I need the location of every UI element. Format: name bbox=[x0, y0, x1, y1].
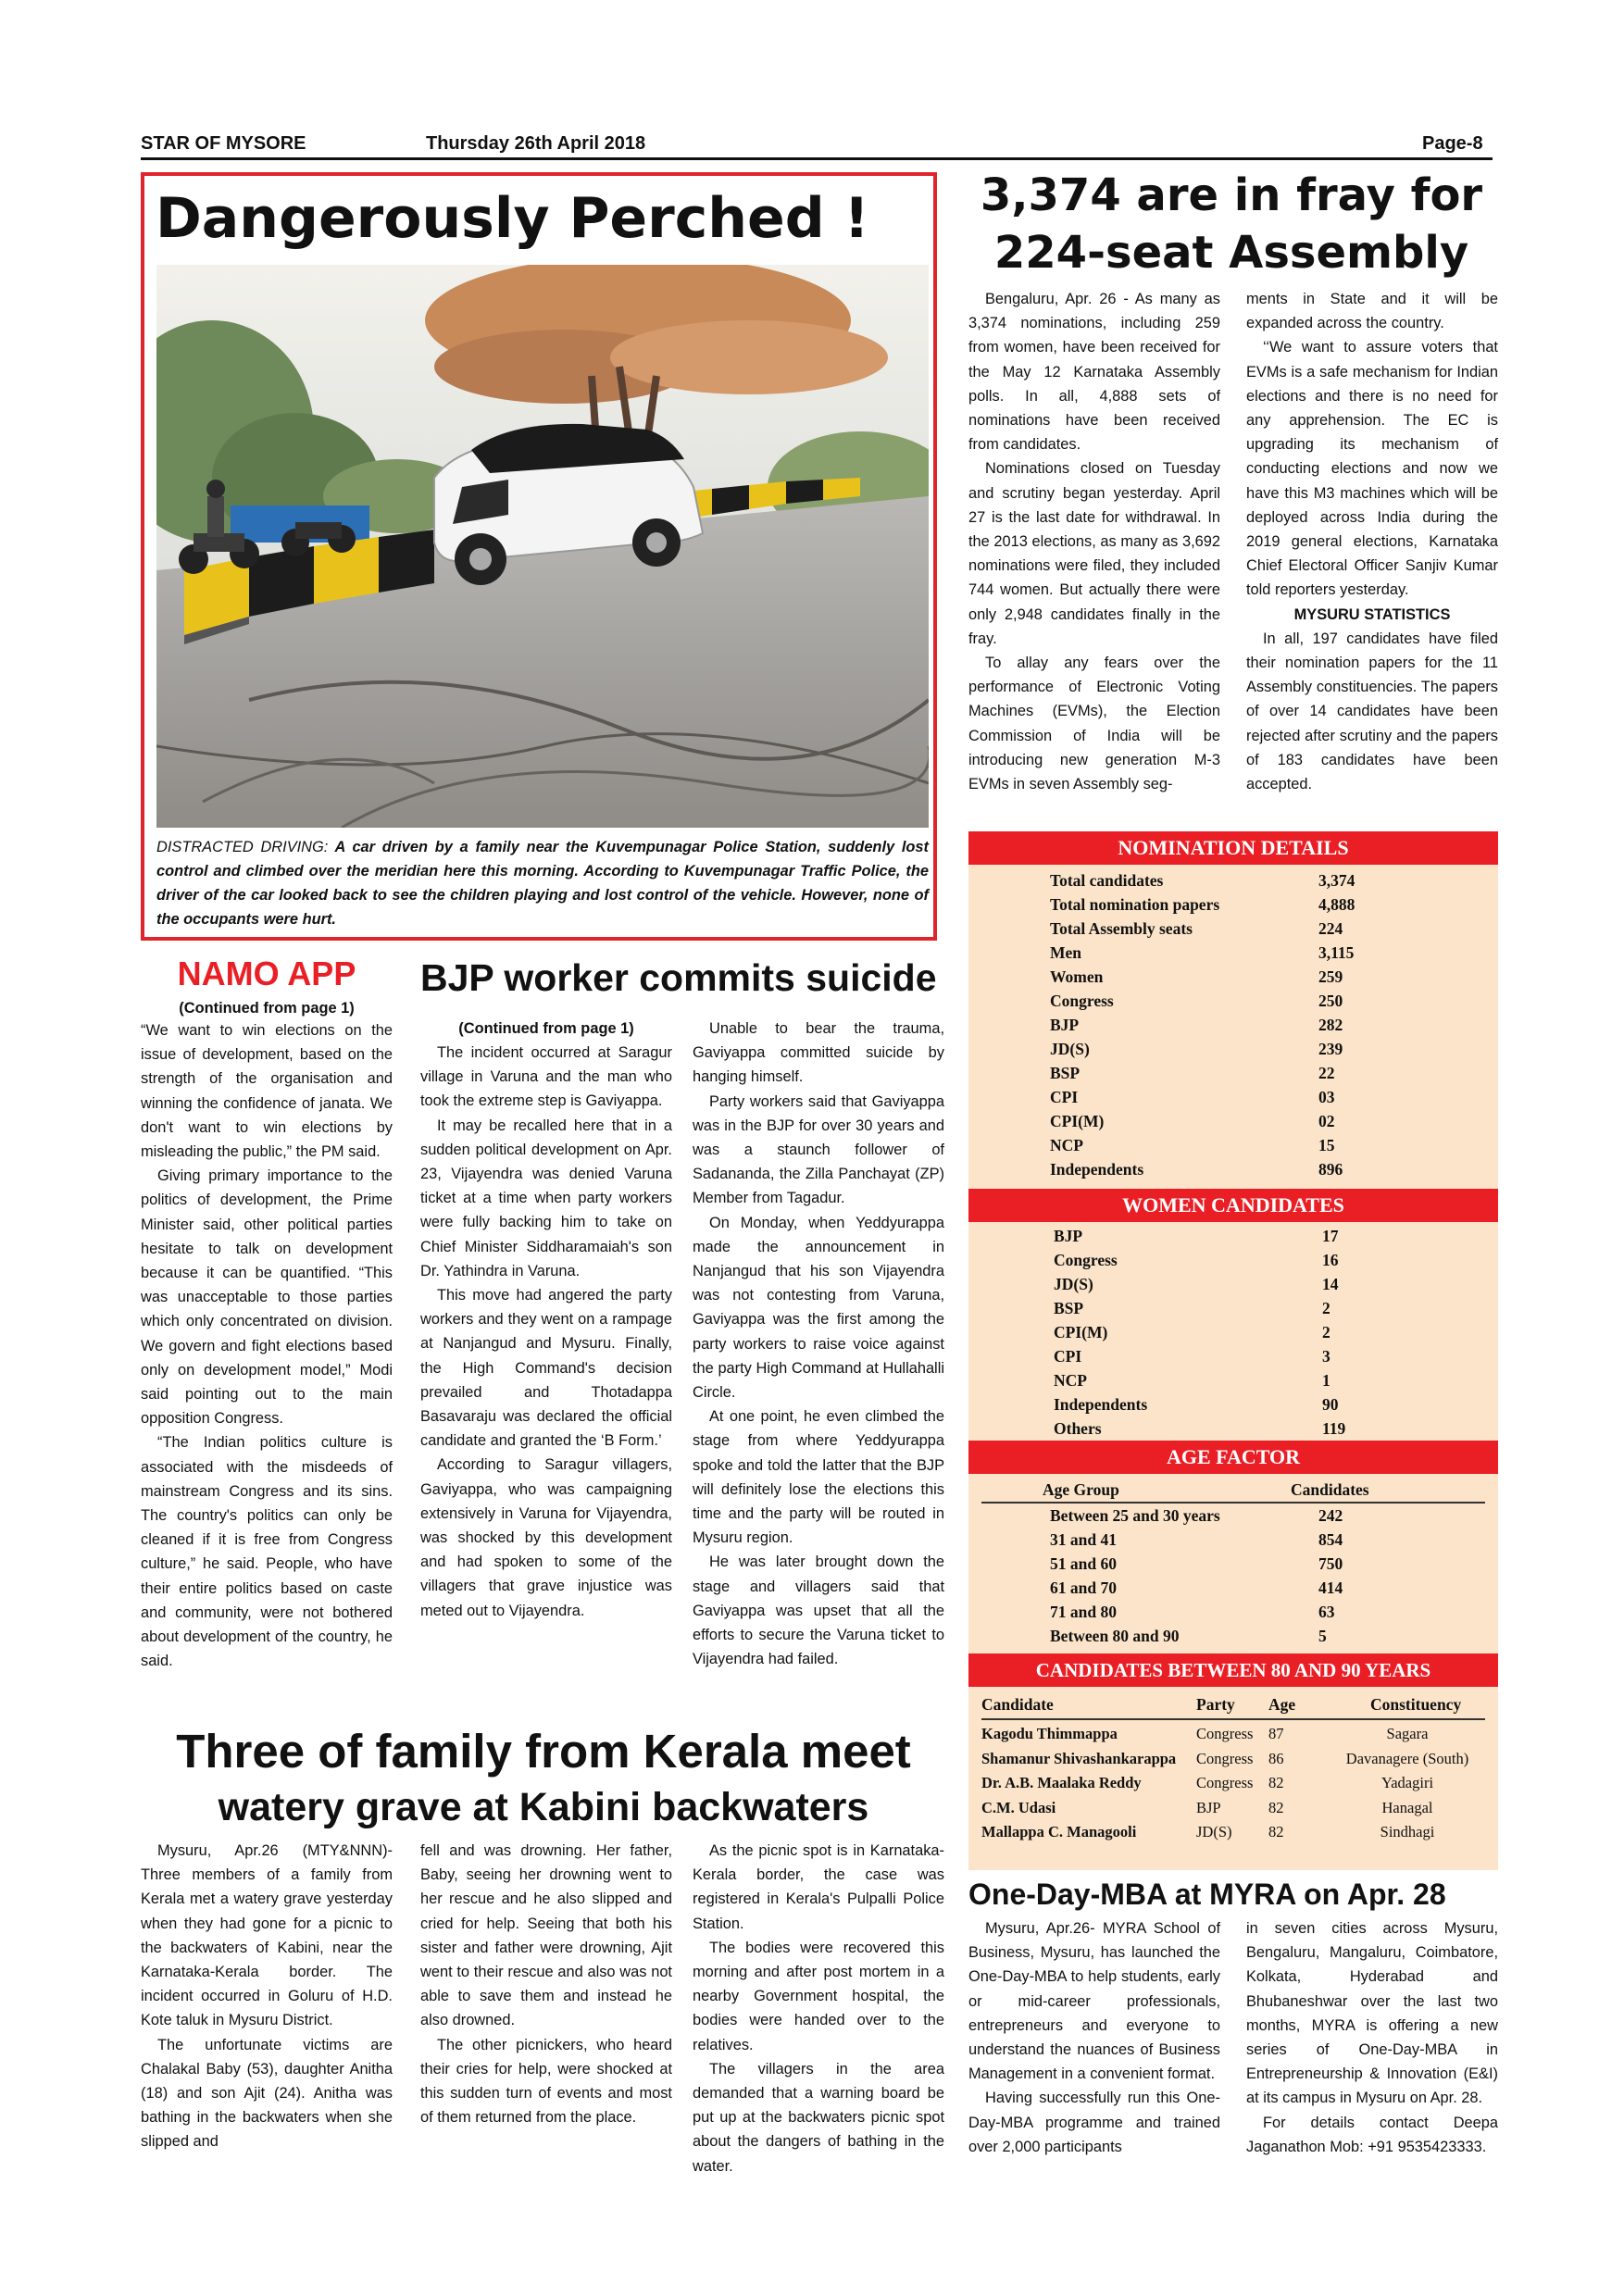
nomination-details-row bbox=[968, 1013, 1498, 1037]
women-party: Congress bbox=[1054, 1251, 1118, 1269]
women-party: CPI(M) bbox=[1054, 1323, 1108, 1341]
nomination-details-row bbox=[968, 989, 1498, 1013]
assembly-column-2 bbox=[1246, 287, 1498, 796]
bjp-para: The incident occurred at Saragur village in Varuna and the man who took the extreme step is Gaviyappa. bbox=[420, 1044, 672, 1110]
assembly-para: To allay any fears over the performance of Electronic Voting Machines (EVMs), the Election Commission of India will be introducing new generation M-3 EVMs in seven Assembly seg- bbox=[968, 655, 1220, 793]
mba-para: For details contact Deepa Jaganathon Mob: +91 9535423333. bbox=[1246, 2114, 1498, 2155]
namo-para: “We want to win elections on the issue of development, based on the strength of the organisation and winning the confidence of janata. We don't want to win elections by misleading the public,” the PM said. bbox=[141, 1022, 393, 1161]
age-group: 71 and 80 bbox=[1050, 1603, 1117, 1621]
candidate-age: 82 bbox=[1268, 1774, 1284, 1791]
candidates-80-90-row bbox=[981, 1771, 1485, 1796]
women-candidates-row bbox=[968, 1272, 1498, 1296]
nomination-value: 4,888 bbox=[1318, 895, 1355, 914]
mba-title: One-Day-MBA at MYRA on Apr. 28 bbox=[968, 1878, 1446, 1911]
car-on-median-photo bbox=[156, 265, 929, 828]
nomination-value: 282 bbox=[1318, 1016, 1343, 1034]
women-count: 1 bbox=[1322, 1371, 1330, 1390]
bjp-para: Unable to bear the trauma, Gaviyappa committed suicide by hanging himself. bbox=[693, 1020, 944, 1086]
women-candidates-row bbox=[968, 1296, 1498, 1320]
age-factor-row bbox=[968, 1624, 1498, 1648]
stats-panel bbox=[968, 831, 1498, 1870]
age-candidates: 242 bbox=[1318, 1506, 1343, 1525]
age-factor-row bbox=[968, 1552, 1498, 1576]
namo-column bbox=[141, 1018, 393, 1673]
candidate-party: BJP bbox=[1196, 1798, 1221, 1816]
nomination-details-row bbox=[968, 1085, 1498, 1109]
nomination-details-row bbox=[968, 941, 1498, 965]
nomination-value: 239 bbox=[1318, 1040, 1343, 1058]
nomination-label: Women bbox=[1050, 967, 1104, 986]
nomination-label: JD(S) bbox=[1050, 1040, 1090, 1058]
age-factor-row bbox=[968, 1576, 1498, 1600]
nomination-value: 250 bbox=[1318, 992, 1343, 1010]
namo-continued: (Continued from page 1) bbox=[179, 1000, 355, 1017]
candidate-party: Congress bbox=[1196, 1749, 1254, 1767]
candidates-heading: Candidates bbox=[1291, 1480, 1369, 1499]
kerala-para: The villagers in the area demanded that a warning board be put up at the backwaters picnic spot about the dangers of bathing in the water. bbox=[693, 2060, 944, 2175]
candidate-age: 86 bbox=[1268, 1749, 1284, 1767]
candidate-constituency: Davanagere (South) bbox=[1345, 1749, 1469, 1767]
women-candidates-row bbox=[968, 1416, 1498, 1441]
caption-label: DISTRACTED DRIVING: bbox=[156, 839, 329, 855]
kerala-para: The bodies were recovered this morning and after post mortem in a nearby Government hospital, the bodies were handed over to the relatives. bbox=[693, 1939, 944, 2053]
mba-para: Having successfully run this One-Day-MBA programme and trained over 2,000 participants bbox=[968, 2090, 1220, 2155]
nomination-details-row bbox=[968, 868, 1498, 892]
women-count: 119 bbox=[1322, 1419, 1346, 1438]
age-group: Between 80 and 90 bbox=[1050, 1627, 1180, 1645]
women-party: Independents bbox=[1054, 1395, 1148, 1414]
women-candidates-header: WOMEN CANDIDATES bbox=[968, 1189, 1498, 1222]
candidate-constituency: Yadagiri bbox=[1380, 1774, 1434, 1791]
nomination-label: Men bbox=[1050, 943, 1082, 962]
bjp-para: This move had angered the party workers and they went on a rampage at Nanjangud and Mysuru. Finally, the High Command's decision prevailed and Thotadappa Basavaraju was declared the official candidate and granted the ‘B Form.’ bbox=[420, 1287, 672, 1450]
age-factor-table bbox=[968, 1504, 1498, 1648]
women-candidates-row bbox=[968, 1224, 1498, 1248]
kerala-title-line1: Three of family from Kerala meet bbox=[176, 1725, 911, 1778]
namo-app-title: NAMO APP bbox=[177, 955, 356, 992]
age-candidates: 750 bbox=[1318, 1554, 1343, 1573]
women-candidates-row bbox=[968, 1368, 1498, 1392]
candidate-age: 82 bbox=[1268, 1798, 1284, 1816]
age-factor-row bbox=[968, 1504, 1498, 1528]
nomination-details-row bbox=[968, 892, 1498, 917]
age-group: 31 and 41 bbox=[1050, 1530, 1117, 1549]
women-candidates-row bbox=[968, 1320, 1498, 1344]
mba-column-2 bbox=[1246, 1916, 1498, 2159]
kerala-para: fell and was drowning. Her father, Baby, seeing her drowning went to her rescue and he also slipped and cried for help. Seeing that both his sister and father were drowning, Ajit went to their rescue and also was not able to save them and instead he also drowned. bbox=[420, 1842, 672, 2029]
nomination-details-table bbox=[968, 865, 1498, 1181]
bjp-para: According to Saragur villagers, Gaviyappa, who was campaigning extensively in Varuna for Vijayendra, was shocked by this development and had spoken to some of the villagers that grave injustice was meted out to Vijayendra. bbox=[420, 1456, 672, 1619]
women-party: JD(S) bbox=[1054, 1275, 1093, 1293]
bjp-para: Party workers said that Gaviyappa was in the BJP for over 30 years and was a staunch follower of Sadananda, the Zilla Panchayat (ZP) Member from Tagadur. bbox=[693, 1092, 944, 1207]
women-count: 90 bbox=[1322, 1395, 1339, 1414]
women-party: Others bbox=[1054, 1419, 1102, 1438]
candidate-constituency: Hanagal bbox=[1381, 1798, 1433, 1816]
assembly-para: ‘‘We want to assure voters that EVMs is a safe mechanism for Indian elections and there is no need for any apprehension. The EC is upgrading its mechanism of conducting elections and now we have this M3 machines which will be deployed across India during the 2019 general elections, Karnataka Chief Electoral Officer Sanjiv Kumar told reporters yesterday. bbox=[1246, 339, 1498, 599]
age-group: Between 25 and 30 years bbox=[1050, 1506, 1220, 1525]
nomination-details-header: NOMINATION DETAILS bbox=[968, 831, 1498, 865]
bjp-title: BJP worker commits suicide bbox=[420, 956, 937, 999]
bjp-continued: (Continued from page 1) bbox=[458, 1020, 634, 1037]
nomination-details-row bbox=[968, 917, 1498, 941]
assembly-para: Nominations closed on Tuesday and scrutiny began yesterday. April 27 is the last date for withdrawal. In the 2013 elections, as many as 3,692 nominations were filed, they included 744 women. But actually there were only 2,948 candidates finally in the fray. bbox=[968, 460, 1220, 647]
age-candidates: 5 bbox=[1318, 1627, 1327, 1645]
women-count: 2 bbox=[1322, 1299, 1330, 1317]
nomination-label: Independents bbox=[1050, 1160, 1144, 1179]
candidate-name: Mallappa C. Managooli bbox=[981, 1823, 1137, 1841]
mysuru-statistics-subhead: MYSURU STATISTICS bbox=[1293, 605, 1451, 623]
nomination-label: BJP bbox=[1050, 1016, 1080, 1034]
kerala-para: The unfortunate victims are Chalakal Baby (53), daughter Anitha (18) and son Ajit (24). Anitha was bathing in the backwaters when she slipped and bbox=[141, 2036, 393, 2151]
nomination-value: 03 bbox=[1318, 1088, 1335, 1106]
party-heading: Party bbox=[1196, 1695, 1235, 1714]
age-factor-row bbox=[968, 1600, 1498, 1624]
candidate-name: Dr. A.B. Maalaka Reddy bbox=[981, 1774, 1142, 1791]
age-candidates: 414 bbox=[1318, 1578, 1343, 1597]
assembly-title-line2: 224-seat Assembly bbox=[993, 227, 1469, 279]
assembly-para: Bengaluru, Apr. 26 - As many as 3,374 nominations, including 259 from women, have been received for the May 12 Karnataka Assembly polls. In all, 4,888 sets of nominations have been received from candidates. bbox=[968, 291, 1220, 454]
women-count: 16 bbox=[1322, 1251, 1339, 1269]
assembly-para: ments in State and it will be expanded across the country. bbox=[1246, 291, 1498, 332]
nomination-value: 3,115 bbox=[1318, 943, 1355, 962]
nomination-details-row bbox=[968, 1157, 1498, 1181]
nomination-label: Total nomination papers bbox=[1050, 895, 1220, 914]
women-party: CPI bbox=[1054, 1347, 1082, 1366]
candidates-80-90-header: CANDIDATES BETWEEN 80 AND 90 YEARS bbox=[968, 1653, 1498, 1687]
issue-date: Thursday 26th April 2018 bbox=[426, 133, 646, 154]
nomination-label: BSP bbox=[1050, 1064, 1081, 1082]
women-candidates-row bbox=[968, 1248, 1498, 1272]
women-party: NCP bbox=[1054, 1371, 1087, 1390]
candidate-party: Congress bbox=[1196, 1725, 1254, 1742]
kerala-para: As the picnic spot is in Karnataka-Kerala border, the case was registered in Kerala's Pulpalli Police Station. bbox=[693, 1842, 944, 1932]
namo-para: Giving primary importance to the politics of development, the Prime Minister said, other political parties hesitate to talk on development because it can be quantified. “This was unacceptable to those parties which only concentrated on division. We govern and fight elections based only on development model,” Modi said pointing out to the main opposition Congress. bbox=[141, 1167, 393, 1428]
age-group: 61 and 70 bbox=[1050, 1578, 1117, 1597]
constituency-heading: Constituency bbox=[1370, 1695, 1462, 1714]
women-candidates-table bbox=[968, 1222, 1498, 1441]
age-candidates: 63 bbox=[1318, 1603, 1335, 1621]
nomination-label: CPI(M) bbox=[1050, 1112, 1105, 1130]
women-party: BSP bbox=[1054, 1299, 1084, 1317]
nomination-details-row bbox=[968, 1109, 1498, 1133]
caption-text: A car driven by a family near the Kuvempunagar Police Station, suddenly lost control and climbed over the meridian here this morning. According to Kuvempunagar Traffic Police, the driver of the car looked back to see the children playing and lost control of the vehicle. However, none of the occupants were hurt. bbox=[156, 839, 929, 928]
women-count: 17 bbox=[1322, 1227, 1339, 1245]
assembly-column-1 bbox=[968, 287, 1220, 796]
bjp-para: He was later brought down the stage and villagers said that Gaviyappa was upset that all the efforts to secure the Varuna ticket to Vijayendra had failed. bbox=[693, 1554, 944, 1668]
nomination-value: 224 bbox=[1318, 919, 1343, 938]
bjp-column-2 bbox=[693, 1017, 944, 1671]
candidates-80-90-row bbox=[981, 1722, 1485, 1747]
candidate-name: Kagodu Thimmappa bbox=[981, 1725, 1118, 1742]
nomination-label: Total Assembly seats bbox=[1050, 919, 1193, 938]
kerala-column-3 bbox=[693, 1839, 944, 2178]
women-candidates-row bbox=[968, 1392, 1498, 1416]
nomination-value: 15 bbox=[1318, 1136, 1335, 1154]
kerala-column-2 bbox=[420, 1839, 672, 2129]
age-group: 51 and 60 bbox=[1050, 1554, 1117, 1573]
age-candidates: 854 bbox=[1318, 1530, 1343, 1549]
page-number: Page-8 bbox=[1422, 133, 1483, 154]
mba-para: Mysuru, Apr.26- MYRA School of Business, Mysuru, has launched the One-Day-MBA to help students, early or mid-career professionals, entrepreneurs and everyone to understand the nuances of Business Management in a convenient format. bbox=[968, 1920, 1220, 2083]
age-heading: Age bbox=[1268, 1695, 1296, 1714]
candidate-constituency: Sindhagi bbox=[1380, 1823, 1435, 1841]
women-count: 3 bbox=[1322, 1347, 1330, 1366]
kerala-column-1 bbox=[141, 1839, 393, 2154]
candidates-80-90-head bbox=[981, 1691, 1485, 1720]
kerala-para: Mysuru, Apr.26 (MTY&NNN)- Three members of a family from Kerala met a watery grave yesterday when they had gone for a picnic to the backwaters of Kabini, near the Karnataka-Kerala border. The incident occurred in Goluru of H.D. Kote taluk in Mysuru District. bbox=[141, 1842, 393, 2029]
namo-para: “The Indian politics culture is associated with the misdeeds of mainstream Congress and its sins. The country's politics can only be cleaned if it is free from Congress culture,” he said. People, who have their entire politics based on caste and community, were not bothered about development of the country, he said. bbox=[141, 1434, 393, 1670]
candidate-heading: Candidate bbox=[981, 1695, 1054, 1714]
candidates-80-90-table bbox=[968, 1722, 1498, 1845]
bjp-para: It may be recalled here that in a sudden political development on Apr. 23, Vijayendra was denied Varuna ticket at a time when party workers were fully backing him to take on Chief Minister Siddharamaiah's son Dr. Yathindra in Varuna. bbox=[420, 1117, 672, 1279]
women-count: 14 bbox=[1322, 1275, 1339, 1293]
photo-headline: Dangerously Perched ! bbox=[156, 186, 869, 251]
nomination-value: 22 bbox=[1318, 1064, 1335, 1082]
candidate-name: C.M. Udasi bbox=[981, 1798, 1056, 1816]
nomination-label: Total candidates bbox=[1050, 871, 1164, 890]
mba-column-1 bbox=[968, 1916, 1220, 2159]
nomination-details-row bbox=[968, 965, 1498, 989]
age-factor-head bbox=[981, 1478, 1485, 1504]
paper-name: STAR OF MYSORE bbox=[141, 133, 306, 154]
candidate-party: JD(S) bbox=[1196, 1823, 1232, 1841]
women-party: BJP bbox=[1054, 1227, 1083, 1245]
candidate-age: 87 bbox=[1268, 1725, 1284, 1742]
candidate-name: Shamanur Shivashankarappa bbox=[981, 1749, 1177, 1767]
age-group-heading: Age Group bbox=[1043, 1480, 1119, 1499]
nomination-label: Congress bbox=[1050, 992, 1114, 1010]
header-rule bbox=[141, 157, 1493, 160]
nomination-label: NCP bbox=[1050, 1136, 1083, 1154]
candidates-80-90-row bbox=[981, 1820, 1485, 1845]
candidates-80-90-row bbox=[981, 1747, 1485, 1772]
bjp-para: At one point, he even climbed the stage from where Yeddyurappa spoke and told the latter that the BJP will definitely lose the elections this time and the party will be routed in Mysuru region. bbox=[693, 1408, 944, 1547]
nomination-value: 896 bbox=[1318, 1160, 1343, 1179]
age-factor-row bbox=[968, 1528, 1498, 1552]
women-count: 2 bbox=[1322, 1323, 1330, 1341]
candidates-80-90-row bbox=[981, 1796, 1485, 1821]
candidate-party: Congress bbox=[1196, 1774, 1254, 1791]
nomination-label: CPI bbox=[1050, 1088, 1079, 1106]
age-factor-header: AGE FACTOR bbox=[968, 1441, 1498, 1474]
nomination-value: 02 bbox=[1318, 1112, 1335, 1130]
assembly-title-line1: 3,374 are in fray for bbox=[980, 169, 1483, 221]
nomination-details-row bbox=[968, 1133, 1498, 1157]
photo-caption bbox=[156, 835, 929, 931]
candidate-constituency: Sagara bbox=[1386, 1725, 1429, 1742]
photo-story-box bbox=[141, 172, 937, 941]
bjp-para: On Monday, when Yeddyurappa made the announcement in Nanjangud that his son Vijayendra was not contesting from Varuna, Gaviyappa was the first among the party workers to raise voice against the party High Command at Hullahalli Circle. bbox=[693, 1214, 944, 1402]
women-candidates-row bbox=[968, 1344, 1498, 1368]
mba-para: in seven cities across Mysuru, Bengaluru, Mangaluru, Coimbatore, Kolkata, Hyderabad and Bhubaneshwar over the last two months, MYRA is offering a new series of One-Day-MBA in Entrepreneurship & Innovation (E&I) at its campus in Mysuru on Apr. 28. bbox=[1246, 1920, 1498, 2107]
bjp-column-1 bbox=[420, 1041, 672, 1623]
candidate-age: 82 bbox=[1268, 1823, 1284, 1841]
nomination-value: 259 bbox=[1318, 967, 1343, 986]
nomination-details-row bbox=[968, 1037, 1498, 1061]
assembly-para: In all, 197 candidates have filed their nomination papers for the 11 Assembly constituencies. The papers of over 14 candidates have been rejected after scrutiny and the papers of 183 candidates have been accepted. bbox=[1246, 630, 1498, 793]
kerala-title-line2: watery grave at Kabini backwaters bbox=[218, 1785, 869, 1829]
kerala-para: The other picnickers, who heard their cries for help, were shocked at this sudden turn of events and most of them returned from the place. bbox=[420, 2036, 672, 2127]
nomination-value: 3,374 bbox=[1318, 871, 1355, 890]
nomination-details-row bbox=[968, 1061, 1498, 1085]
